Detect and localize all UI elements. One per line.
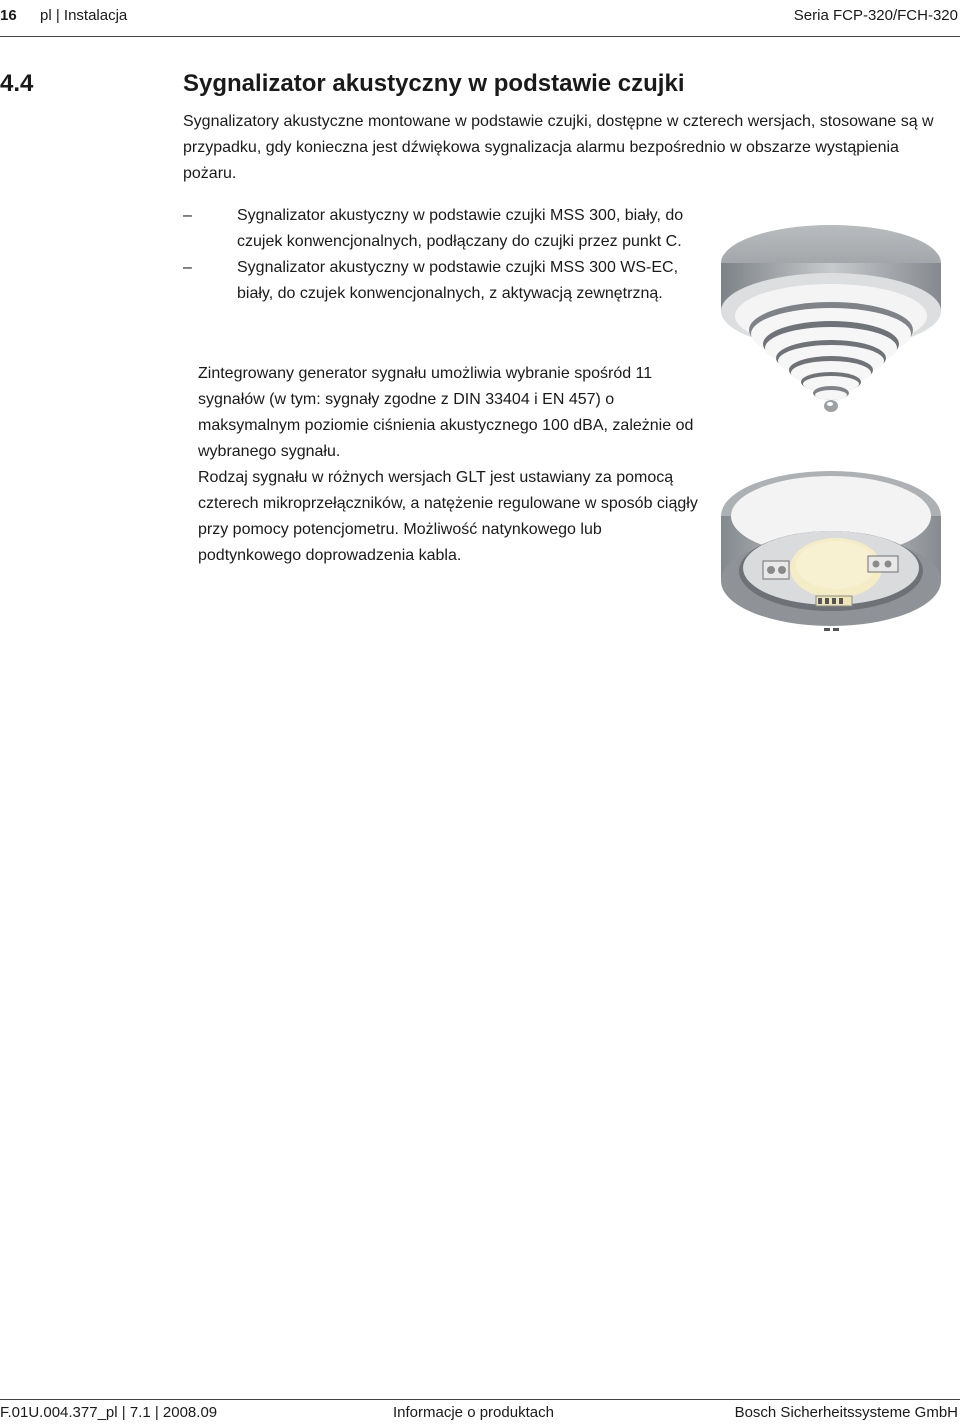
list-item [183, 203, 708, 255]
intro-paragraph: Sygnalizatory akustyczne montowane w podstawie czujki, dostępne w czterech wersjach, stosowane są w przypadku, gdy konieczna jest dźwiękowa sygnalizacja alarmu bezpośrednio w obszarze wystąpienia pożaru. [183, 113, 934, 182]
company-name: Bosch Sicherheitssysteme GmbH [734, 1404, 958, 1421]
page-header [0, 0, 960, 37]
document-type: Informacje o produktach [393, 1404, 554, 1421]
list-dash: – [183, 207, 192, 224]
list-item-text: Sygnalizator akustyczny w podstawie czujki MSS 300, biały, do czujek konwencjonalnych, podłączany do czujki przez punkt C. [237, 207, 684, 250]
series-name: Seria FCP-320/FCH-320 [793, 7, 958, 24]
list-item-text: Sygnalizator akustyczny w podstawie czujki MSS 300 WS-EC, biały, do czujek konwencjonalnych, z aktywacją zewnętrzną. [237, 259, 679, 302]
list-item [183, 255, 708, 307]
variant-list [183, 203, 708, 307]
sounder-base-illustration [718, 218, 944, 423]
list-dash: – [183, 259, 192, 276]
section-title: Sygnalizator akustyczny w podstawie czujki [183, 70, 685, 97]
page-number: 16 [0, 7, 17, 24]
page-footer [0, 1399, 960, 1424]
sounder-base-pcb-illustration [718, 456, 944, 646]
signal-generator-paragraph: Zintegrowany generator sygnału umożliwia wybranie spośród 11 sygnałów (w tym: sygnały zgodne z DIN 33404 i EN 457) o maksymalnym poziomie ciśnienia akustycznego 100 dBA, zależnie od wybranego sygnału. [198, 365, 694, 460]
section-path: pl | Instalacja [40, 7, 128, 24]
document-id: F.01U.004.377_pl | 7.1 | 2008.09 [0, 1404, 218, 1421]
sounder-base-open-photo [718, 456, 944, 646]
signal-setting-paragraph: Rodzaj sygnału w różnych wersjach GLT jest ustawiany za pomocą czterech mikroprzełączników, a natężenie regulowane w sposób ciągły przy pomocy potencjometru. Możliwość natynkowego lub podtynkowego doprowadzenia kabla. [198, 469, 698, 564]
section-number: 4.4 [0, 70, 34, 97]
sounder-base-photo [718, 218, 944, 423]
